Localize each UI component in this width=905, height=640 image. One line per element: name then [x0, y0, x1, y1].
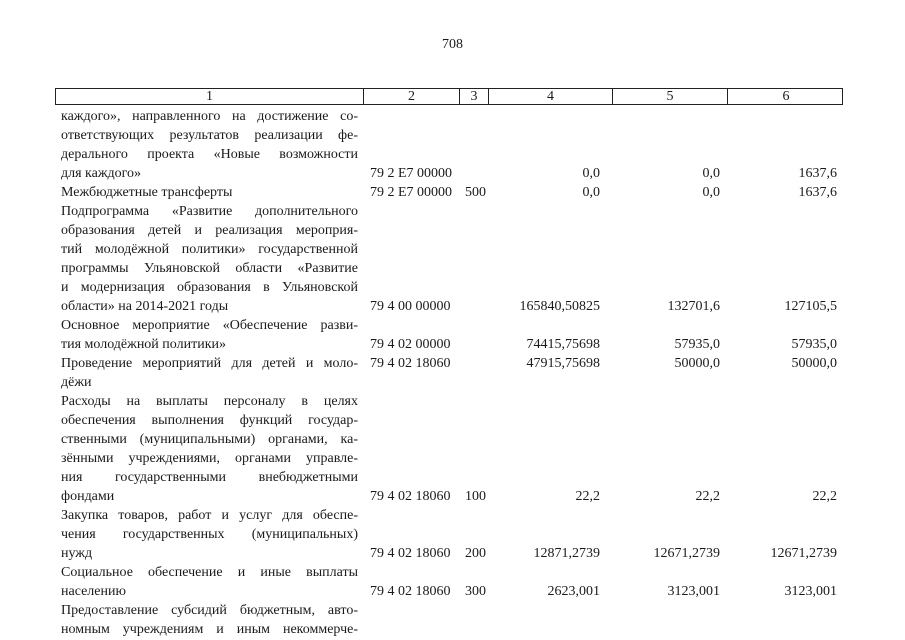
row-value-col6: 12671,2739: [770, 546, 837, 561]
row-value-col5: 57935,0: [674, 337, 720, 352]
row-value-col5: 12671,2739: [653, 546, 720, 561]
row-value-col4: 12871,2739: [533, 546, 600, 561]
table-header-row: [55, 88, 843, 105]
row-description: [61, 563, 358, 601]
row-value-col6: 57935,0: [791, 337, 837, 352]
row-code: 79 4 00 00000: [370, 299, 451, 314]
description-line: населению: [61, 584, 126, 599]
row-value-col4: 0,0: [582, 185, 600, 200]
row-value-col4: 0,0: [582, 166, 600, 181]
header-col-2: 2: [363, 89, 459, 104]
row-code: 79 4 02 00000: [370, 337, 451, 352]
page-number: 708: [442, 37, 463, 52]
row-value-col5: 22,2: [695, 489, 720, 504]
description-line: Межбюджетные трансферты: [61, 185, 233, 200]
row-description: [61, 392, 358, 506]
description-line: дёжи: [61, 375, 92, 390]
row-value-col6: 1637,6: [798, 185, 837, 200]
description-line: номным учреждениям и иным некоммерче-: [61, 622, 358, 637]
description-line: образования детей и реализация мероприя-: [61, 223, 358, 238]
description-line: ния государственными внебюджетными: [61, 470, 358, 485]
row-description: [61, 506, 358, 563]
row-value-col4: 165840,50825: [519, 299, 600, 314]
row-value-col6: 1637,6: [798, 166, 837, 181]
row-value-col4: 74415,75698: [526, 337, 600, 352]
description-line: обеспечения выполнения функций государ-: [61, 413, 358, 428]
description-line: Подпрограмма «Развитие дополнительного: [61, 204, 358, 219]
description-line: для каждого»: [61, 166, 142, 181]
row-value-col6: 3123,001: [784, 584, 837, 599]
description-line: дерального проекта «Новые возможности: [61, 147, 358, 162]
row-description: [61, 183, 358, 202]
description-line: ственными (муниципальными) органами, ка-: [61, 432, 358, 447]
description-line: ответствующих результатов реализации фе-: [61, 128, 358, 143]
row-value-col6: 50000,0: [791, 356, 837, 371]
row-description: [61, 316, 358, 354]
description-line: зёнными учреждениями, органами управле-: [61, 451, 358, 466]
description-line: каждого», направленного на достижение со-: [61, 109, 358, 124]
row-code: 79 2 E7 00000: [370, 166, 453, 181]
description-line: и модернизация образования в Ульяновской: [61, 280, 358, 295]
row-code: 79 4 02 18060: [370, 546, 451, 561]
description-line: фондами: [61, 489, 115, 504]
row-vr: 500: [465, 185, 486, 200]
row-value-col6: 127105,5: [784, 299, 837, 314]
description-line: области» на 2014-2021 годы: [61, 299, 229, 314]
row-value-col5: 50000,0: [674, 356, 720, 371]
header-col-4: 4: [488, 89, 612, 104]
header-col-6: 6: [727, 89, 844, 104]
header-col-5: 5: [612, 89, 727, 104]
header-col-1: 1: [206, 89, 213, 104]
description-line: Социальное обеспечение и иные выплаты: [61, 565, 358, 580]
description-line: Закупка товаров, работ и услуг для обеспе-: [61, 508, 358, 523]
row-vr: 200: [465, 546, 486, 561]
description-line: Проведение мероприятий для детей и моло-: [61, 356, 358, 371]
description-line: тия молодёжной политики»: [61, 337, 226, 352]
row-value-col6: 22,2: [812, 489, 837, 504]
row-value-col4: 2623,001: [547, 584, 600, 599]
row-description: [61, 107, 358, 183]
row-description: [61, 601, 358, 639]
row-vr: 300: [465, 584, 486, 599]
description-line: тий молодёжной политики» государственной: [61, 242, 358, 257]
description-line: Предоставление субсидий бюджетным, авто-: [61, 603, 358, 618]
row-description: [61, 354, 358, 392]
description-line: Основное мероприятие «Обеспечение разви-: [61, 318, 358, 333]
row-vr: 100: [465, 489, 486, 504]
row-code: 79 4 02 18060: [370, 489, 451, 504]
row-code: 79 2 E7 00000: [370, 185, 453, 200]
row-value-col5: 0,0: [702, 166, 720, 181]
header-col-3: 3: [459, 89, 488, 104]
row-description: [61, 202, 358, 316]
description-line: нужд: [61, 546, 93, 561]
row-code: 79 4 02 18060: [370, 584, 451, 599]
row-value-col5: 3123,001: [667, 584, 720, 599]
row-value-col4: 22,2: [575, 489, 600, 504]
description-line: Расходы на выплаты персоналу в целях: [61, 394, 358, 409]
description-line: чения государственных (муниципальных): [61, 527, 358, 542]
row-code: 79 4 02 18060: [370, 356, 451, 371]
row-value-col5: 132701,6: [667, 299, 720, 314]
description-line: программы Ульяновской области «Развитие: [61, 261, 358, 276]
row-value-col5: 0,0: [702, 185, 720, 200]
row-value-col4: 47915,75698: [526, 356, 600, 371]
